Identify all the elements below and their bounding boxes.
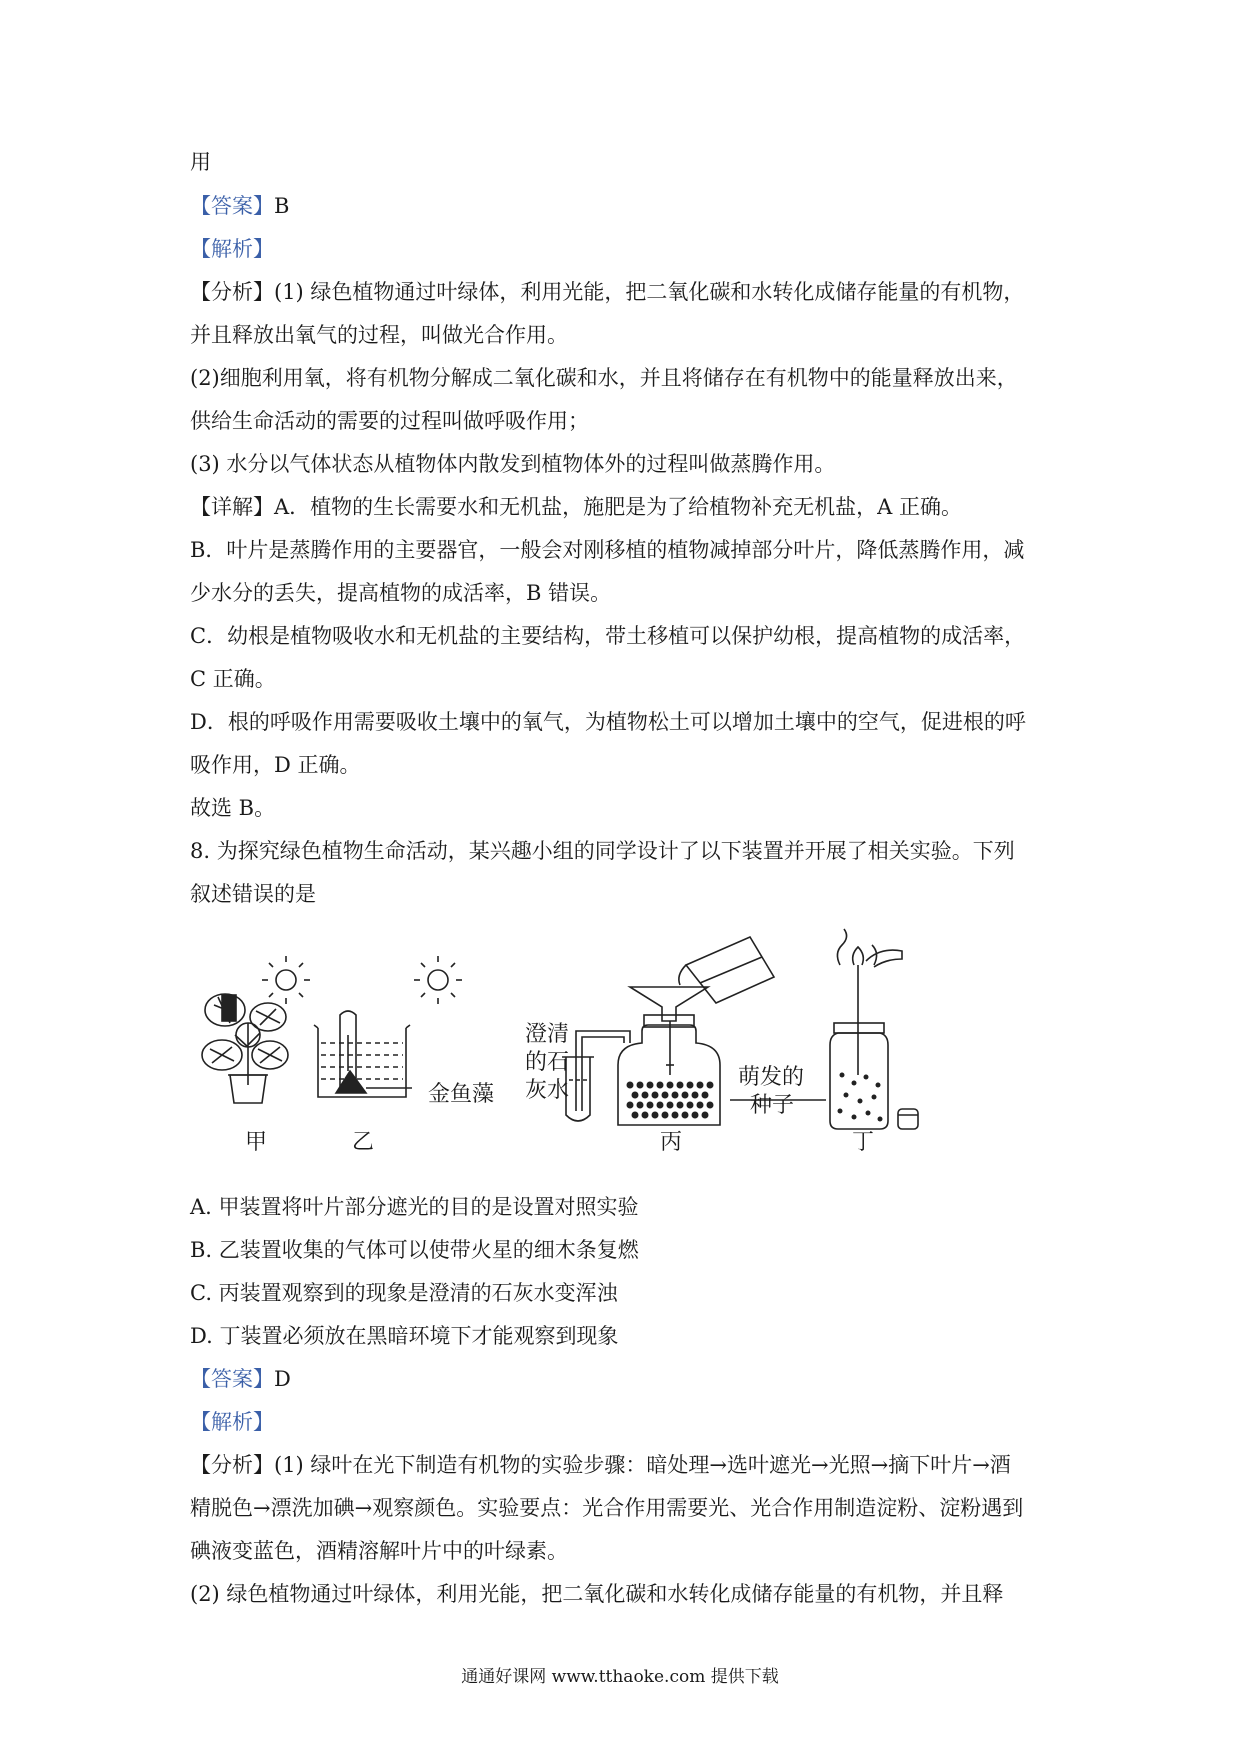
question-line: 叙述错误的是	[190, 882, 316, 906]
text-line: 故选 B。	[190, 796, 276, 820]
figure-label-yi: 乙	[352, 1130, 375, 1155]
text-line: (3) 水分以气体状态从植物体内散发到植物体外的过程叫做蒸腾作用。	[190, 452, 836, 476]
sun-icon	[262, 956, 310, 1004]
text-line: 并且释放出氧气的过程，叫做光合作用。	[190, 323, 568, 347]
experiment-figure	[190, 925, 930, 1170]
text-line: 用	[190, 150, 211, 174]
text-line: 【分析】(1) 绿色植物通过叶绿体，利用光能，把二氧化碳和水转化成储存能量的有机物，	[190, 280, 1025, 304]
text-line: 【分析】(1) 绿叶在光下制造有机物的实验步骤：暗处理→选叶遮光→光照→摘下叶片→酒	[190, 1453, 1011, 1477]
answer-value: D	[274, 1367, 291, 1391]
text-line: 吸作用，D 正确。	[190, 753, 361, 777]
text-line: (2)细胞利用氧，将有机物分解成二氧化碳和水，并且将储存在有机物中的能量释放出来，	[190, 366, 1018, 390]
potted-plant-icon	[202, 994, 288, 1103]
text-line: C 正确。	[190, 667, 276, 691]
text-line: (2) 绿色植物通过叶绿体，利用光能，把二氧化碳和水转化成储存能量的有机物，并且释	[190, 1582, 1004, 1606]
option-b: B. 乙装置收集的气体可以使带火星的细木条复燃	[190, 1238, 639, 1262]
figure-label-bing: 丙	[660, 1130, 683, 1155]
limewater-tube-icon	[562, 1031, 630, 1121]
seeds-label: 萌发的	[738, 1065, 805, 1090]
question-line: 8. 为探究绿色植物生命活动，某兴趣小组的同学设计了以下装置并开展了相关实验。下列	[190, 839, 1015, 863]
text-line: B．叶片是蒸腾作用的主要器官，一般会对刚移植的植物减掉部分叶片，降低蒸腾作用，减	[190, 538, 1025, 562]
seeds-label: 种子	[750, 1093, 795, 1118]
text-line: 精脱色→漂洗加碘→观察颜色。实验要点：光合作用需要光、光合作用制造淀粉、淀粉遇到	[190, 1496, 1024, 1520]
figure-label-jia: 甲	[245, 1130, 268, 1155]
option-a: A. 甲装置将叶片部分遮光的目的是设置对照实验	[190, 1195, 639, 1219]
sun-icon	[414, 956, 462, 1004]
limewater-label: 的石	[525, 1050, 570, 1075]
text-line: 【详解】A．植物的生长需要水和无机盐，施肥是为了给植物补充无机盐，A 正确。	[190, 495, 963, 519]
limewater-label: 灰水	[525, 1078, 570, 1103]
text-line: C．幼根是植物吸收水和无机盐的主要结构，带土移植可以保护幼根，提高植物的成活率，	[190, 624, 1026, 648]
answer-line	[190, 1364, 291, 1394]
figure-label-ding: 丁	[852, 1130, 875, 1155]
text-line: 少水分的丢失，提高植物的成活率，B 错误。	[190, 581, 612, 605]
option-d: D. 丁装置必须放在黑暗环境下才能观察到现象	[190, 1324, 619, 1348]
answer-tag: 【答案】	[190, 194, 274, 218]
analysis-tag: 【解析】	[190, 1410, 274, 1434]
text-line: 碘液变蓝色，酒精溶解叶片中的叶绿素。	[190, 1539, 568, 1563]
limewater-label: 澄清	[525, 1022, 570, 1047]
page-footer: 通通好课网 www.tthaoke.com 提供下载	[461, 1667, 779, 1687]
text-line: 供给生命活动的需要的过程叫做呼吸作用；	[190, 409, 589, 433]
answer-value: B	[274, 194, 290, 218]
option-c: C. 丙装置观察到的现象是澄清的石灰水变浑浊	[190, 1281, 618, 1305]
pondweed-label: 金鱼藻	[428, 1082, 495, 1107]
analysis-tag: 【解析】	[190, 237, 274, 261]
answer-line	[190, 191, 289, 221]
text-line: D．根的呼吸作用需要吸收土壤中的氧气，为植物松土可以增加土壤中的空气，促进根的呼	[190, 710, 1026, 734]
answer-tag: 【答案】	[190, 1367, 274, 1391]
beaker-pondweed-icon	[314, 1011, 412, 1097]
jar-candle-icon	[830, 929, 918, 1129]
